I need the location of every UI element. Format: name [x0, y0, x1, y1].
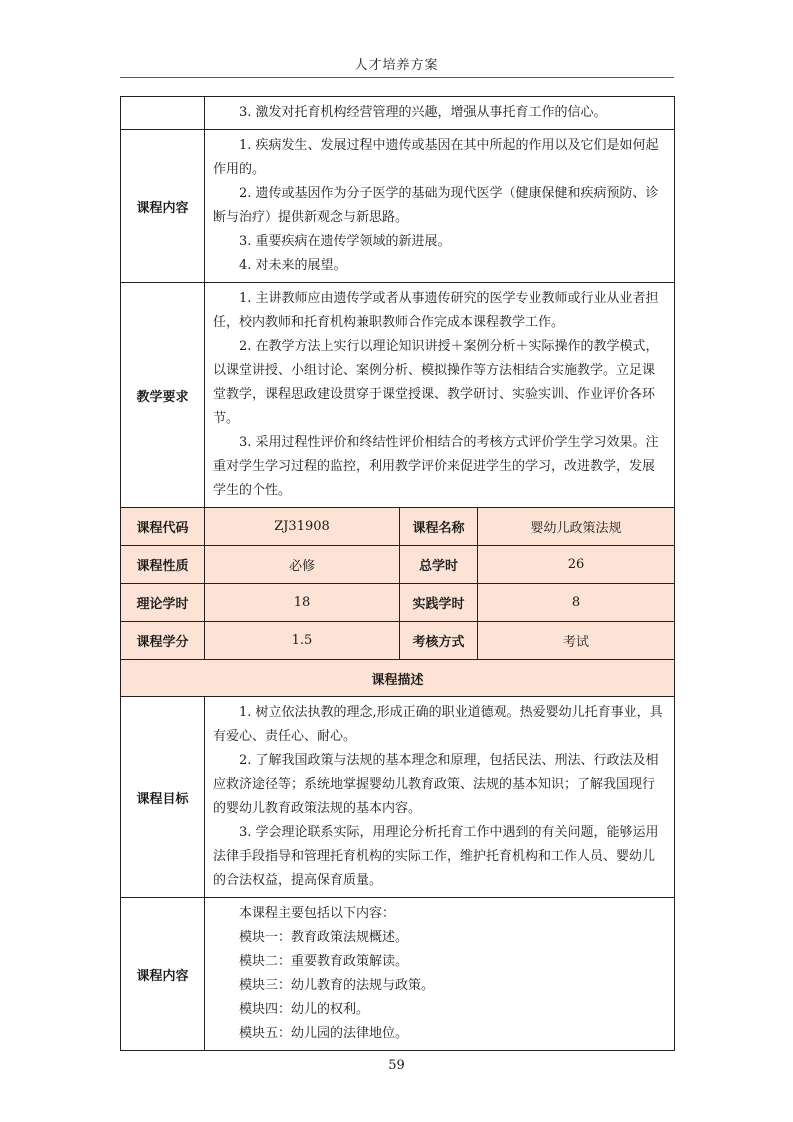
module-item: 模块四：幼儿的权利。	[239, 1002, 370, 1017]
course-credits-value: 1.5	[205, 622, 400, 660]
assessment-value: 考试	[478, 622, 675, 660]
empty-label-cell	[121, 97, 205, 130]
continued-goal-line: 3. 激发对托育机构经营管理的兴趣，增强从事托育工作的信心。	[239, 105, 607, 120]
course-name-label: 课程名称	[400, 508, 478, 546]
continued-goal-cell	[205, 97, 675, 130]
course-modules-cell	[205, 898, 675, 1051]
course-code-label: 课程代码	[121, 508, 205, 546]
teaching-requirements-label: 教学要求	[121, 283, 205, 508]
module-item: 模块五：幼儿园的法律地位。	[239, 1026, 409, 1041]
total-hours-value: 26	[478, 546, 675, 584]
content-line: 2. 遗传或基因作为分子医学的基础为现代医学（健康保健和疾病预防、诊断与治疗）提供新观念与新思路。	[213, 186, 659, 225]
practice-hours-label: 实践学时	[400, 584, 478, 622]
theory-hours-label: 理论学时	[121, 584, 205, 622]
page-header-title: 人才培养方案	[354, 58, 439, 73]
course-content-label-2: 课程内容	[121, 898, 205, 1051]
course-goals-label: 课程目标	[121, 697, 205, 898]
table-row	[121, 660, 675, 697]
table-row	[121, 546, 675, 584]
course-credits-label: 课程学分	[121, 622, 205, 660]
goal-line: 2. 了解我国政策与法规的基本理念和原理，包括民法、刑法、行政法及相应救济途径等；系统地掌握婴幼儿教育政策、法规的基本知识；了解我国现行的婴幼儿教育政策法规的基本内容。	[213, 753, 659, 816]
course-nature-label: 课程性质	[121, 546, 205, 584]
content-line: 4. 对未来的展望。	[239, 258, 347, 273]
table-row	[121, 898, 675, 1051]
course-nature-value: 必修	[205, 546, 400, 584]
course-description-heading: 课程描述	[121, 660, 675, 697]
module-item: 模块三：幼儿教育的法规与政策。	[239, 978, 435, 993]
module-item: 模块一：教育政策法规概述。	[239, 930, 409, 945]
table-row	[121, 508, 675, 546]
module-item: 模块二：重要教育政策解读。	[239, 954, 409, 969]
practice-hours-value: 8	[478, 584, 675, 622]
content-line: 3. 重要疾病在遗传学领域的新进展。	[239, 234, 451, 249]
header-rule	[120, 77, 674, 78]
table-row	[121, 97, 675, 130]
table-row	[121, 130, 675, 283]
requirement-line: 3. 采用过程性评价和终结性评价相结合的考核方式评价学生学习效果。注重对学生学习过程的监控，利用教学评价来促进学生的学习，改进教学，发展学生的个性。	[213, 435, 659, 498]
course-goals-cell	[205, 697, 675, 898]
page-number: 59	[388, 1058, 405, 1073]
course-content-cell	[205, 130, 675, 283]
theory-hours-value: 18	[205, 584, 400, 622]
curriculum-table	[120, 96, 675, 1051]
table-row	[121, 283, 675, 508]
course-content-label: 课程内容	[121, 130, 205, 283]
requirement-line: 1. 主讲教师应由遗传学或者从事遗传研究的医学专业教师或行业从业者担任，校内教师和托育机构兼职教师合作完成本课程教学工作。	[213, 291, 659, 330]
teaching-requirements-cell	[205, 283, 675, 508]
goal-line: 1. 树立依法执教的理念,形成正确的职业道德观。热爱婴幼儿托育事业，具有爱心、责任心、耐心。	[213, 705, 663, 744]
content-line: 1. 疾病发生、发展过程中遗传或基因在其中所起的作用以及它们是如何起作用的。	[213, 138, 659, 177]
table-row	[121, 584, 675, 622]
course-name-value: 婴幼儿政策法规	[478, 508, 675, 546]
assessment-label: 考核方式	[400, 622, 478, 660]
table-row	[121, 697, 675, 898]
requirement-line: 2. 在教学方法上实行以理论知识讲授＋案例分析＋实际操作的教学模式，以课堂讲授、小组讨论、案例分析、模拟操作等方法相结合实施教学。立足课堂教学，课程思政建设贯穿于课堂授课、教学研讨、实验实训、作业评价各环节。	[213, 339, 659, 426]
goal-line: 3. 学会理论联系实际，用理论分析托育工作中遇到的有关问题，能够运用法律手段指导和管理托育机构的实际工作，维护托育机构和工作人员、婴幼儿的合法权益，提高保育质量。	[213, 825, 659, 888]
total-hours-label: 总学时	[400, 546, 478, 584]
table-row	[121, 622, 675, 660]
course-code-value: ZJ31908	[205, 508, 400, 546]
content-intro: 本课程主要包括以下内容：	[239, 906, 396, 921]
